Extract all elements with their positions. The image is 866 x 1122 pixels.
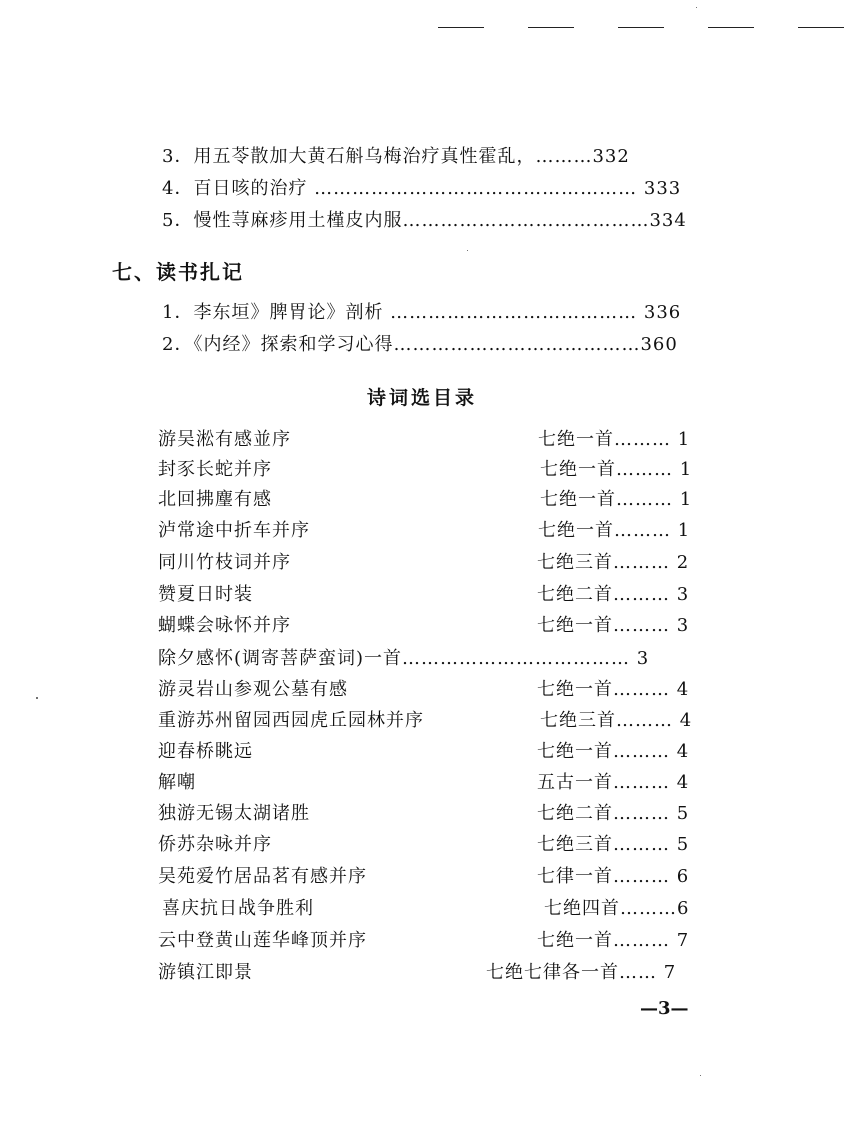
poem-form-page: 七绝七律各一首…… 7	[486, 962, 677, 983]
section6-item-4: 4．百日咳的治疗 …………………………………………… 333	[162, 178, 682, 199]
poem-form-page: 七绝一首……… 4	[537, 679, 690, 700]
header-rule-2	[528, 27, 574, 28]
poem-name: 独游无锡太湖诸胜	[158, 803, 310, 824]
poem-form-page: 七绝一首……… 1	[540, 459, 693, 480]
poem-name: 解嘲	[158, 772, 196, 793]
section7-title: 七、读书扎记	[112, 260, 244, 284]
poem-name: 重游苏州留园西园虎丘园林并序	[158, 710, 424, 731]
poem-form-page: 七绝一首……… 4	[537, 741, 690, 762]
poem-form-page: 七绝一首……… 3	[537, 615, 690, 636]
section7-item-2: 2．《内经》探索和学习心得…………………………………360	[162, 334, 678, 355]
section6-item-5: 5．慢性荨麻疹用土槿皮内服…………………………………334	[162, 210, 687, 231]
poem-name: 游灵岩山参观公墓有感	[158, 679, 348, 700]
poem-name: 吴苑爱竹居品茗有感并序	[158, 866, 367, 887]
poem-name: 封豕长蛇并序	[158, 459, 272, 480]
poem-name: 侨苏杂咏并序	[158, 834, 272, 855]
poem-name: 游吴淞有感並序	[158, 429, 291, 450]
scan-speck	[700, 1075, 701, 1076]
poem-name: 喜庆抗日战争胜利	[162, 898, 314, 919]
poem-form-page: 七绝三首……… 2	[537, 552, 690, 573]
poem-entry-special: 除夕感怀(调寄菩萨蛮词)一首……………………………… 3	[158, 648, 650, 669]
poem-form-page: 七绝一首……… 7	[537, 930, 690, 951]
poem-form-page: 七绝一首……… 1	[538, 520, 691, 541]
header-rule-3	[618, 27, 664, 28]
poem-name: 同川竹枝词并序	[158, 552, 291, 573]
poem-name: 迎春桥眺远	[158, 741, 253, 762]
poem-form-page: 七绝三首……… 5	[537, 834, 690, 855]
poem-form-page: 七绝二首……… 5	[537, 803, 690, 824]
poem-form-page: 五古一首……… 4	[537, 772, 690, 793]
scan-speck	[467, 250, 468, 251]
poem-name: 北回拂麈有感	[158, 489, 272, 510]
header-rule-1	[438, 27, 484, 28]
poem-form-page: 七绝二首……… 3	[537, 584, 690, 605]
scan-speck	[696, 7, 697, 8]
header-rule-4	[708, 27, 754, 28]
poem-name: 赞夏日时装	[158, 584, 253, 605]
poem-form-page: 七绝四首………6	[544, 898, 690, 919]
section7-item-1: 1．李东垣》脾胃论》剖析 ………………………………… 336	[162, 302, 682, 323]
poem-name: 泸常途中折车并序	[158, 520, 310, 541]
scan-speck	[36, 697, 38, 699]
poem-form-page: 七绝一首……… 1	[538, 429, 691, 450]
poems-title: 诗词选目录	[367, 387, 478, 409]
poem-name: 蝴蝶会咏怀并序	[158, 615, 291, 636]
header-rule-5	[798, 27, 844, 28]
poem-name: 云中登黄山莲华峰顶并序	[158, 930, 367, 951]
poem-form-page: 七律一首……… 6	[537, 866, 690, 887]
poem-form-page: 七绝三首……… 4	[540, 710, 693, 731]
page-number: —3—	[640, 998, 689, 1019]
poem-form-page: 七绝一首……… 1	[540, 489, 693, 510]
poem-name: 游镇江即景	[158, 962, 253, 983]
section6-item-3: 3．用五苓散加大黄石斛乌梅治疗真性霍乱，………332	[162, 146, 630, 167]
